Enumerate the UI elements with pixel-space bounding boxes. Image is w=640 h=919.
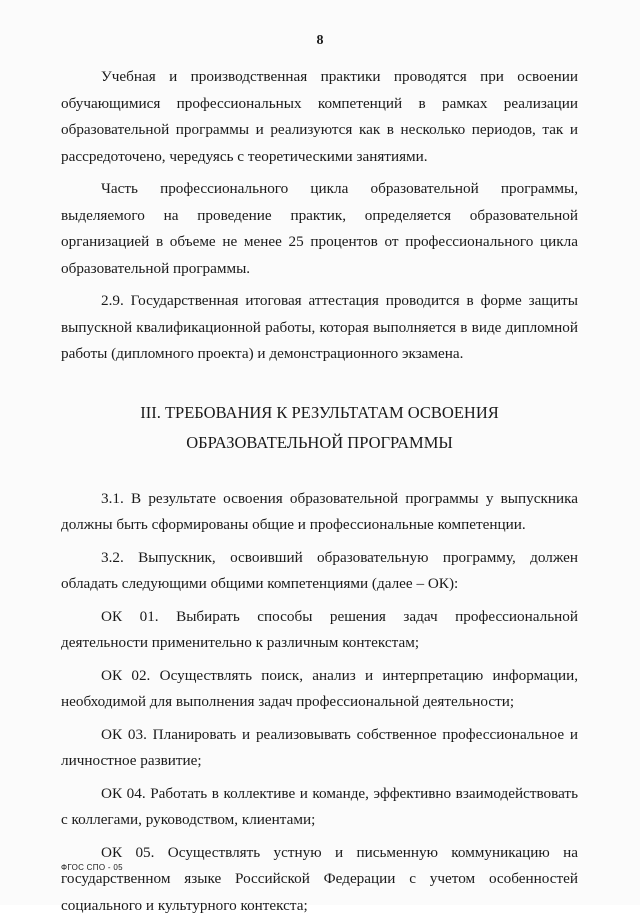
section-heading-line2: ОБРАЗОВАТЕЛЬНОЙ ПРОГРАММЫ — [186, 433, 453, 452]
competence-ok-04: ОК 04. Работать в коллективе и команде, эффективно взаимодействовать с коллегами, руководством, клиентами; — [61, 781, 578, 834]
footer-code: ФГОС СПО - 05 — [61, 863, 123, 872]
competence-ok-05: ОК 05. Осуществлять устную и письменную коммуникацию на государственном языке Российской Федерации с учетом особенностей социального и культурного контекста; — [61, 840, 578, 919]
section-heading-line1: III. ТРЕБОВАНИЯ К РЕЗУЛЬТАТАМ ОСВОЕНИЯ — [140, 403, 499, 422]
paragraph-practice: Учебная и производственная практики проводятся при освоении обучающимися профессиональных компетенций в рамках реализации образовательной программы и реализуются как в несколько периодов, так и рассредоточено, чередуясь с теоретическими занятиями. — [61, 64, 578, 170]
page-number: 8 — [0, 33, 640, 49]
paragraph-3-1: 3.1. В результате освоения образовательной программы у выпускника должны быть сформированы общие и профессиональные компетенции. — [61, 486, 578, 539]
competence-ok-03: ОК 03. Планировать и реализовывать собственное профессиональное и личностное развитие; — [61, 722, 578, 775]
section-heading — [61, 398, 578, 458]
paragraph-3-2: 3.2. Выпускник, освоивший образовательную программу, должен обладать следующими общими компетенциями (далее – ОК): — [61, 545, 578, 598]
competence-ok-02: ОК 02. Осуществлять поиск, анализ и интерпретацию информации, необходимой для выполнения задач профессиональной деятельности; — [61, 663, 578, 716]
competence-ok-01: ОК 01. Выбирать способы решения задач профессиональной деятельности применительно к различным контекстам; — [61, 604, 578, 657]
paragraph-practice-share: Часть профессионального цикла образовательной программы, выделяемого на проведение практик, определяется образовательной организацией в объеме не менее 25 процентов от профессионального цикла образовательной программы. — [61, 176, 578, 282]
paragraph-2-9: 2.9. Государственная итоговая аттестация проводится в форме защиты выпускной квалификационной работы, которая выполняется в виде дипломной работы (дипломного проекта) и демонстрационного экзамена. — [61, 288, 578, 368]
page-content — [61, 64, 578, 919]
